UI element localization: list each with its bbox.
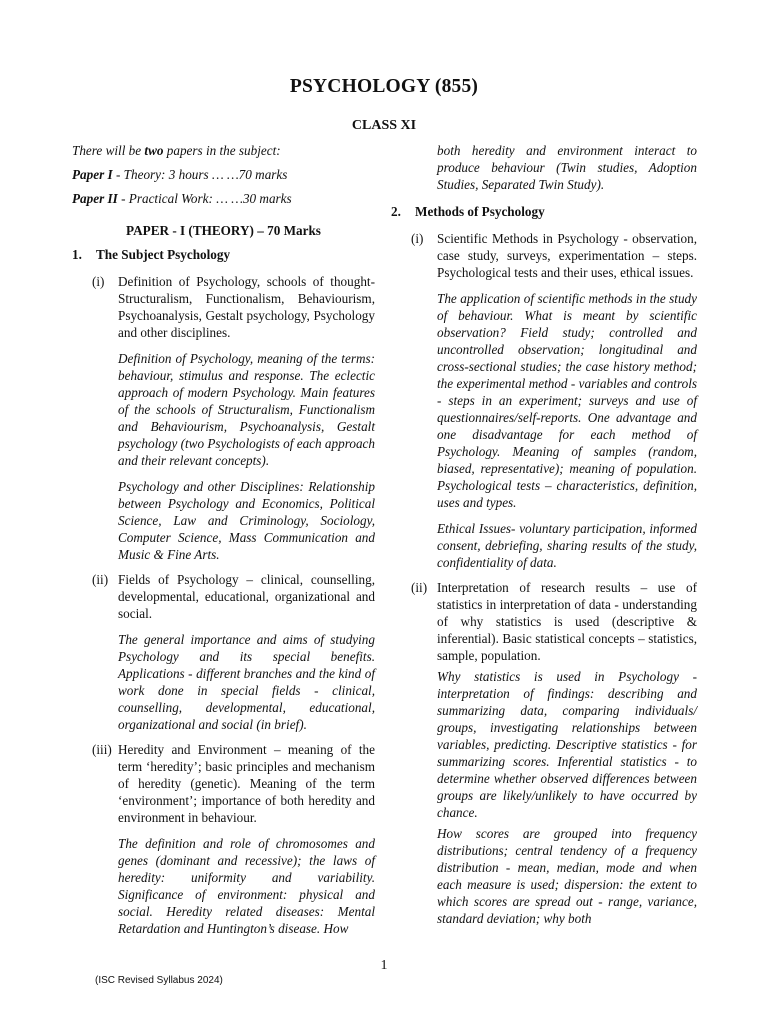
footer-text: (ISC Revised Syllabus 2024) [95,975,223,986]
paper2-text: - Practical Work: … …30 marks [117,191,292,206]
paper-heading: PAPER - I (THEORY) – 70 Marks [126,223,321,238]
section-title: Methods of Psychology [415,204,545,219]
page-title: PSYCHOLOGY (855) [289,76,479,97]
topic-item [72,571,375,733]
topic-item [391,230,697,571]
class-label: CLASS XI [351,118,417,133]
section-number: 2. [391,204,401,219]
topic-text: Scientific Methods in Psychology - observation, case study, surveys, experimentation – steps. Psychological tests and their uses, ethical issues. [437,231,697,280]
paper2-line [72,190,375,207]
topic-text: Heredity and Environment – meaning of the term ‘heredity’; basic principles and mechanism of heredity (genetic). Meaning of the term ‘environment’; importance of both heredity and environment in behaviour. [118,742,375,825]
intro-papers [72,142,375,159]
topic-note: The general importance and aims of studying Psychology and its special benefits. Applications - different branches and the kind of work done in special fields - clinical, counselling, developmental, educational, organizational and social (in brief). [118,632,375,732]
topic-note: Ethical Issues- voluntary participation, informed consent, debriefing, sharing results of the study, confidentiality of data. [437,521,697,570]
section-heading [72,246,375,263]
continuation-text: both heredity and environment interact to produce behaviour (Twin studies, Adoption Studies, Separated Twin Study). [437,143,697,192]
topic-item [72,741,375,937]
section-number: 1. [72,247,82,262]
topic-text: Definition of Psychology, schools of thought- Structuralism, Functionalism, Behaviourism, Psychoanalysis, Gestalt psychology, Psychology and other disciplines. [118,274,375,340]
topic-item [72,273,375,563]
paper1-line [72,166,375,183]
topic-note: Why statistics is used in Psychology - interpretation of findings: describing and summarizing data, comparing individuals/ groups, investigating relationships between variables, predicting. Descriptive statistics - for summarizing scores. Inferential statistics - to determine whether observed differences between groups are likely/unlikely to have occurred by chance. [437,669,697,820]
paper1-label: Paper I [72,167,113,182]
topic-note: The application of scientific methods in the study of behaviour. What is meant by scientific observation? Field study; controlled and uncontrolled observation; longitudinal and cross-sectional studies; the case history method; the experimental method - variables and controls - steps in an experiment; surveys and use of questionnaires/self-reports. One advantage and one disadvantage for each method of Psychology. Meaning of samples (random, biased, representative); meaning of population. Psychological tests – characteristics, definition, uses and types. [437,291,697,510]
roman-numeral: (ii) [411,580,428,595]
topic-note: The definition and role of chromosomes and genes (dominant and recessive); the laws of heredity: uniformity and variability. Significance of environment: physical and social. Heredity related diseases: Mental Retardation and Huntington’s disease. How [118,836,375,936]
section-heading [391,203,697,220]
intro-text: There will be [72,143,145,158]
page-number: 1 [380,958,388,973]
roman-numeral: (iii) [92,742,112,757]
paper2-label: Paper II [72,191,118,206]
paper1-text: - Theory: 3 hours … …70 marks [112,167,288,182]
left-column [72,142,375,945]
intro-text-end: papers in the subject: [163,143,281,158]
roman-numeral: (i) [92,274,105,289]
topic-item [391,579,697,927]
topic-note: How scores are grouped into frequency distributions; central tendency of a frequency distribution - mean, median, mode and when each measure is used; dispersion: the extent to which scores are spread out - range, variance, standard deviation; why both [437,826,697,926]
topic-text: Interpretation of research results – use of statistics in interpretation of data - understanding of why statistics is used (descriptive & inferential). Basic statistical concepts – statistics, sample, population. [437,580,697,663]
right-column [391,142,697,935]
roman-numeral: (i) [411,231,424,246]
topic-note: Definition of Psychology, meaning of the terms: behaviour, stimulus and response. The eclectic approach of modern Psychology. Main features of the schools of Structuralism, Functionalism and Behaviourism, Psychoanalysis, Gestalt psychology (two Psychologists of each approach and their relevant concepts). [118,351,375,468]
topic-note: Psychology and other Disciplines: Relationship between Psychology and Economics, Political Science, Law and Criminology, Sociology, Computer Science, Mass Communication and Music & Fine Arts. [118,479,375,562]
section-title: The Subject Psychology [96,247,231,262]
intro-bold: two [144,143,164,158]
roman-numeral: (ii) [92,572,109,587]
topic-text: Fields of Psychology – clinical, counselling, developmental, educational, organizational and social. [118,572,375,621]
